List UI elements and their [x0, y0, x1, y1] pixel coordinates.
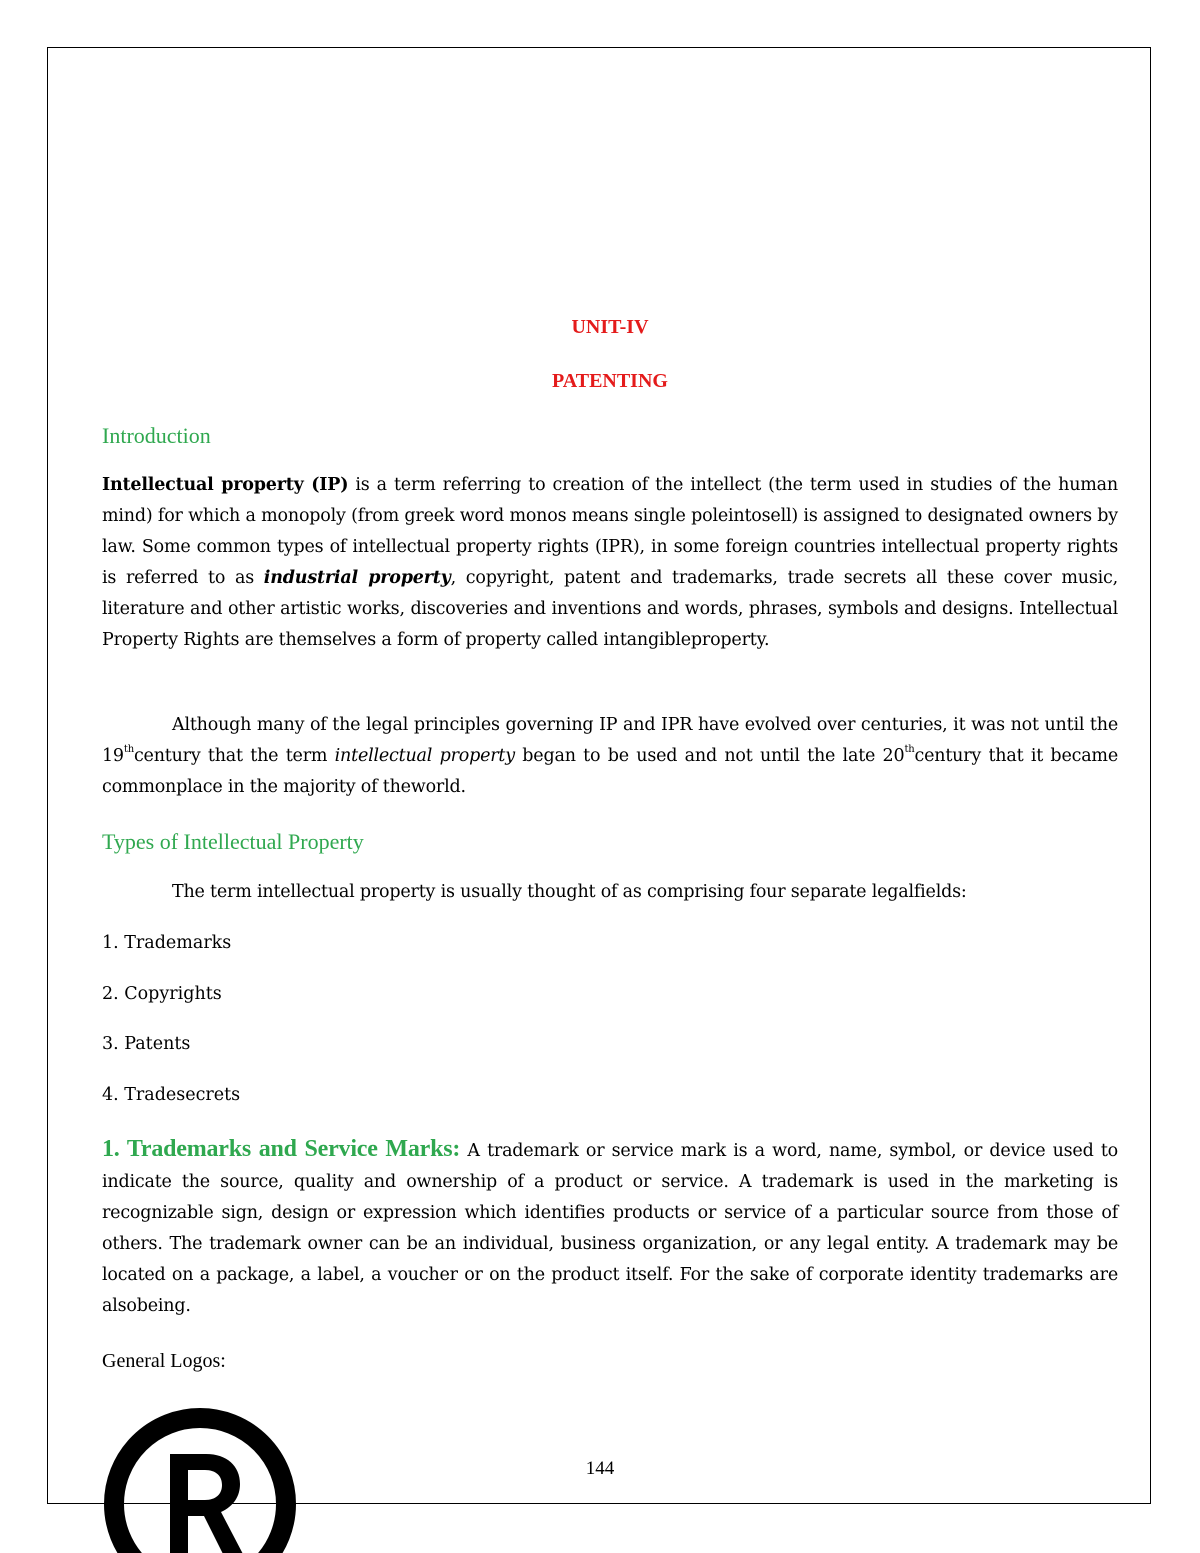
- list-item: 2. Copyrights: [102, 984, 222, 1004]
- registered-trademark-symbol: [102, 1406, 298, 1553]
- general-logos-heading: General Logos:: [102, 1350, 226, 1372]
- trademarks-text: A trademark or service mark is a word, name, symbol, or device used to indicate the source, quality and ownership of a product or service. A trademark is used in the marketing is recognizable sign, design or expression which identifies products or service of a particular source from those of others. The trademark owner can be an individual, business organization, or any legal entity. A trademark may be located on a package, a label, a voucher or on the product itself. For the sake of corporate identity trademarks are alsobeing.: [102, 1141, 1118, 1316]
- types-intro: The term intellectual property is usually thought of as comprising four separate legalfields:: [172, 882, 967, 902]
- types-heading: Types of Intellectual Property: [102, 829, 364, 854]
- intro-p2-text-b: century that the term: [133, 746, 335, 766]
- list-item: 3. Patents: [102, 1034, 191, 1054]
- intellectual-property-term: intellectual property: [334, 746, 515, 766]
- trademarks-paragraph: [102, 1134, 1118, 1322]
- trademarks-heading: 1. Trademarks and Service Marks:: [102, 1136, 461, 1162]
- intro-paragraph-1: [102, 470, 1118, 656]
- unit-title: UNIT-IV: [571, 316, 649, 338]
- intro-p1-text-b: , copyright, patent and trademarks, trade secrets all these cover music, literature and other artistic works, discoveries and inventions and words, phrases, symbols and designs. Intellectual Property Rights are themselves a form of property called intangibleproperty.: [102, 568, 1118, 650]
- list-item: 1. Trademarks: [102, 933, 232, 953]
- list-item: 4. Tradesecrets: [102, 1085, 241, 1105]
- intro-paragraph-2: [102, 710, 1118, 803]
- intro-p2-text-d: century that it became commonplace in the majority of theworld.: [102, 746, 1118, 797]
- registered-trademark-icon: [102, 1406, 298, 1553]
- introduction-heading: Introduction: [102, 423, 211, 448]
- ip-term: Intellectual property (IP): [102, 475, 349, 495]
- superscript-th-1: th: [123, 744, 134, 755]
- intro-p2-text-c: began to be used and not until the late 20: [514, 746, 905, 766]
- chapter-title: PATENTING: [552, 370, 668, 392]
- industrial-property-term: industrial property: [263, 568, 451, 588]
- intro-p2-text-a: Although many of the legal principles governing IP and IPR have evolved over centuries, it was not until the 19: [102, 715, 1118, 766]
- page-number: 144: [585, 1458, 615, 1479]
- intro-p1-text-a: is a term referring to creation of the intellect (the term used in studies of the human mind) for which a monopoly (from greek word monos means single poleintosell) is assigned to designated owners by law. Some common types of intellectual property rights (IPR), in some foreign countries intellectual property rights is referred to as: [102, 475, 1118, 588]
- superscript-th-2: th: [904, 744, 915, 755]
